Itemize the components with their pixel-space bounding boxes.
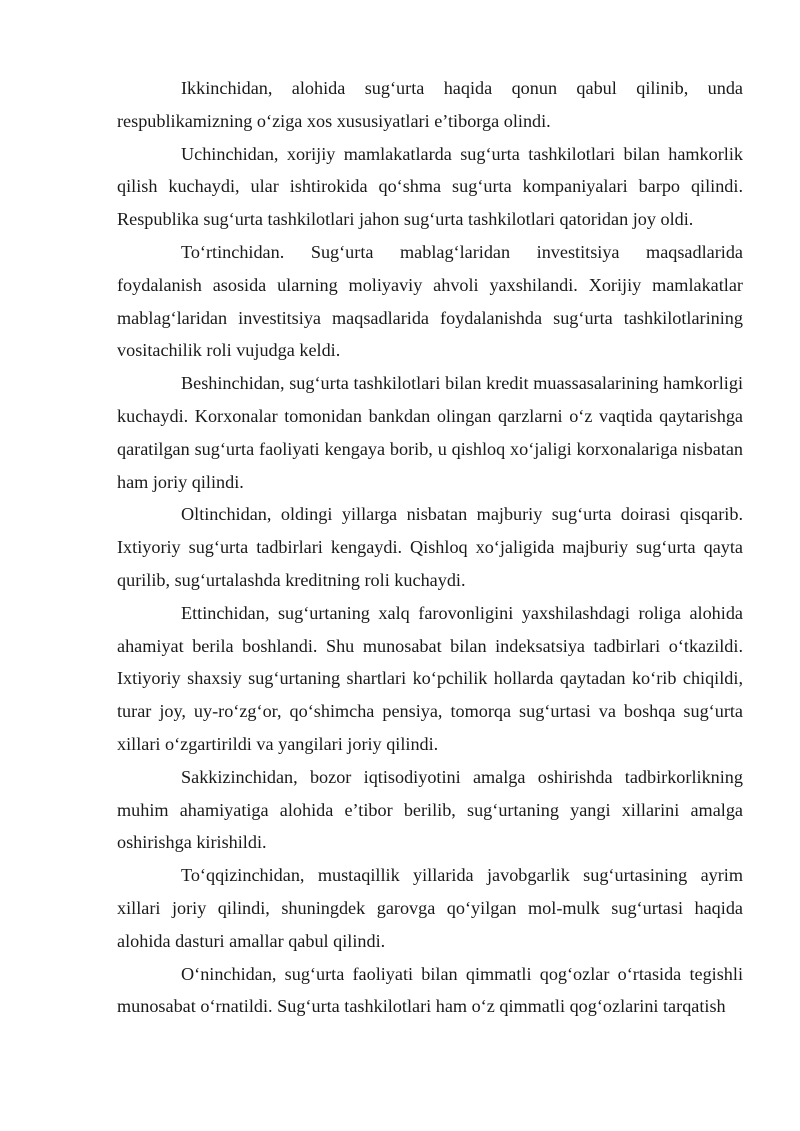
paragraph-toqqizinchidan: To‘qqizinchidan, mustaqillik yillarida javobgarlik sug‘urtasining ayrim xillari joriy qilindi, shuningdek garovga qo‘yilgan mol-mulk sug‘urtasi haqida alohida dasturi amallar qabul qilindi. xyxy=(117,865,743,951)
paragraph-uchinchidan: Uchinchidan, xorijiy mamlakatlarda sug‘urta tashkilotlari bilan hamkorlik qilish kuchaydi, ular ishtirokida qo‘shma sug‘urta kompaniyalari barpo qilindi. Respublika sug‘urta tashkilotlari jahon sug‘urta tashkilotlari qatoridan joy oldi. xyxy=(117,143,743,230)
paragraph-oltinchidan: Oltinchidan, oldingi yillarga nisbatan majburiy sug‘urta doirasi qisqarib. Ixtiyoriy sug‘urta tadbirlari kengaydi. Qishloq xo‘jaligida majburiy sug‘urta qayta qurilib, sug‘urtalashda kreditning roli kuchaydi. xyxy=(117,504,743,590)
paragraph-ikkinchidan: Ikkinchidan, alohida sug‘urta haqida qonun qabul qilinib, unda respublikamizning o‘ziga xos xususiyatlari e’tiborga olindi. xyxy=(117,78,743,131)
document-body xyxy=(117,72,743,1023)
paragraph-ettinchidan: Ettinchidan, sug‘urtaning xalq farovonligini yaxshilashdagi roliga alohida ahamiyat berila boshlandi. Shu munosabat bilan indeksatsiya tadbirlari o‘tkazildi. Ixtiyoriy shaxsiy sug‘urtaning shartlari ko‘pchilik hollarda qaytadan ko‘rib chiqildi, turar joy, uy-ro‘zg‘or, qo‘shimcha pensiya, tomorqa sug‘urtasi va boshqa sug‘urta xillari o‘zgartirildi va yangilari joriy qilindi. xyxy=(117,602,743,754)
paragraph-sakkizinchidan: Sakkizinchidan, bozor iqtisodiyotini amalga oshirishda tadbirkorlikning muhim ahamiyatiga alohida e’tibor berilib, sug‘urtaning yangi xillarini amalga oshirishga kirishildi. xyxy=(117,766,743,853)
paragraph-tortinchidan: To‘rtinchidan. Sug‘urta mablag‘laridan investitsiya maqsadlarida foydalanish asosida ularning moliyaviy ahvoli yaxshilandi. Xorijiy mamlakatlar mablag‘laridan investitsiya maqsadlarida foydalanishda sug‘urta tashkilotlarining vositachilik roli vujudga keldi. xyxy=(117,241,743,361)
paragraph-oninchidan: O‘ninchidan, sug‘urta faoliyati bilan qimmatli qog‘ozlar o‘rtasida tegishli munosabat o‘rnatildi. Sug‘urta tashkilotlari ham o‘z qimmatli qog‘ozlarini tarqatish xyxy=(117,963,743,1017)
paragraph-beshinchidan: Beshinchidan, sug‘urta tashkilotlari bilan kredit muassasalarining hamkorligi kuchaydi. Korxonalar tomonidan bankdan olingan qarzlarni o‘z vaqtida qaytarishga qaratilgan sug‘urta faoliyati kengaya borib, u qishloq xo‘jaligi korxonalariga nisbatan ham joriy qilindi. xyxy=(117,373,743,492)
